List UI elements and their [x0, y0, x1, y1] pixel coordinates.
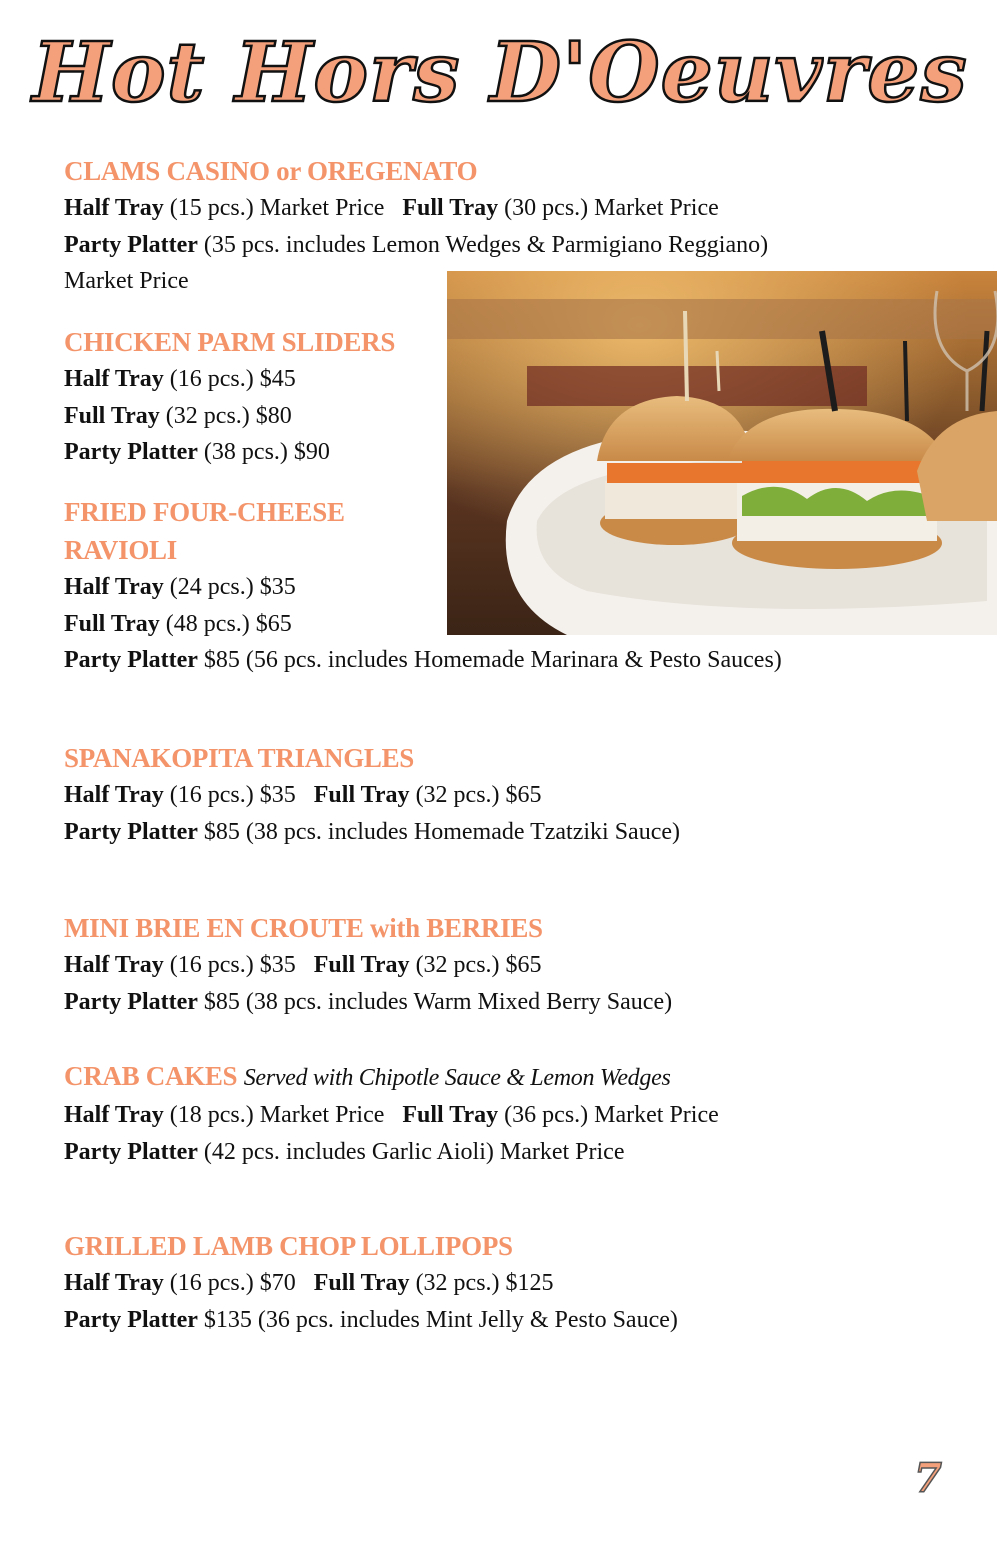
menu-item-mini-brie — [64, 909, 964, 1020]
label-full-tray: Full Tray — [313, 782, 410, 808]
full-tray-detail: (32 pcs.) $65 — [409, 782, 542, 808]
menu-item-chicken-parm-sliders — [64, 323, 444, 471]
label-full-tray: Full Tray — [402, 195, 499, 221]
party-platter-line — [64, 642, 964, 679]
party-platter-detail: $85 (38 pcs. includes Warm Mixed Berry Sauce) — [197, 988, 673, 1015]
full-tray-detail: (30 pcs.) Market Price — [498, 195, 719, 221]
label-half-tray: Half Tray — [64, 1102, 164, 1128]
full-tray-detail: (36 pcs.) Market Price — [498, 1102, 719, 1128]
half-tray-detail: (16 pcs.) $35 — [163, 782, 296, 808]
tray-prices — [64, 190, 964, 227]
full-tray-detail: (48 pcs.) $65 — [159, 610, 292, 637]
half-tray-detail: (24 pcs.) $35 — [163, 574, 296, 600]
menu-item-spanakopita — [64, 739, 964, 850]
item-note: Served with Chipotle Sauce & Lemon Wedges — [243, 1065, 671, 1091]
page-number: 7 — [914, 1455, 942, 1502]
full-tray-line — [64, 398, 444, 435]
menu-item-crab-cakes — [64, 1057, 964, 1170]
label-party-platter: Party Platter — [64, 988, 198, 1015]
party-platter-detail: $85 (38 pcs. includes Homemade Tzatziki Sauce) — [197, 818, 680, 845]
item-heading: CHICKEN PARM SLIDERS — [64, 327, 396, 357]
half-tray-detail: (16 pcs.) $35 — [163, 952, 296, 978]
label-full-tray: Full Tray — [313, 1270, 410, 1296]
menu-item-lamb-lollipops — [64, 1227, 964, 1338]
party-platter-detail: (35 pcs. includes Lemon Wedges & Parmigiano Reggiano) — [197, 231, 769, 258]
item-heading-line-1: FRIED FOUR-CHEESE — [64, 497, 345, 527]
label-half-tray: Half Tray — [64, 1270, 164, 1296]
menu-item-fried-ravioli — [64, 493, 964, 679]
label-half-tray: Half Tray — [64, 195, 164, 221]
party-platter-detail: (42 pcs. includes Garlic Aioli) Market Price — [197, 1138, 625, 1165]
full-tray-detail: (32 pcs.) $80 — [159, 402, 292, 429]
menu-item-clams-casino — [64, 152, 964, 300]
party-platter-line — [64, 434, 444, 471]
label-party-platter: Party Platter — [64, 647, 198, 673]
item-heading: GRILLED LAMB CHOP LOLLIPOPS — [64, 1231, 513, 1261]
party-platter-detail: $85 (56 pcs. includes Homemade Marinara & Pesto Sauces) — [197, 647, 782, 673]
tray-prices — [64, 1097, 964, 1134]
item-heading: MINI BRIE EN CROUTE with BERRIES — [64, 913, 543, 943]
half-tray-line — [64, 569, 964, 606]
item-heading-row — [64, 1057, 964, 1097]
party-platter-line — [64, 1134, 964, 1171]
page-title: Hot Hors D'Oeuvres — [32, 25, 968, 121]
party-platter-detail: (38 pcs.) $90 — [197, 439, 330, 465]
label-half-tray: Half Tray — [64, 366, 164, 392]
party-platter-line — [64, 227, 964, 264]
label-full-tray: Full Tray — [313, 952, 410, 978]
half-tray-line — [64, 361, 444, 398]
party-platter-line — [64, 814, 964, 851]
half-tray-detail: (15 pcs.) Market Price — [163, 195, 385, 221]
party-platter-line — [64, 984, 964, 1021]
full-tray-detail: (32 pcs.) $125 — [409, 1270, 554, 1296]
party-platter-detail: $135 (36 pcs. includes Mint Jelly & Pesto Sauce) — [197, 1306, 678, 1333]
label-full-tray: Full Tray — [402, 1102, 499, 1128]
tray-prices — [64, 947, 964, 984]
label-half-tray: Half Tray — [64, 952, 164, 978]
item-heading: CLAMS CASINO or OREGENATO — [64, 156, 478, 186]
label-party-platter: Party Platter — [64, 1306, 198, 1333]
item-heading-line-2: RAVIOLI — [64, 535, 177, 565]
item-heading: CRAB CAKES — [64, 1061, 238, 1091]
tray-prices — [64, 1265, 964, 1302]
label-full-tray: Full Tray — [64, 402, 160, 429]
full-tray-line — [64, 606, 964, 643]
half-tray-detail: (16 pcs.) $45 — [163, 366, 296, 392]
party-platter-price: Market Price — [64, 268, 189, 294]
label-party-platter: Party Platter — [64, 439, 198, 465]
half-tray-detail: (18 pcs.) Market Price — [163, 1102, 385, 1128]
item-heading: SPANAKOPITA TRIANGLES — [64, 743, 415, 773]
label-half-tray: Half Tray — [64, 782, 164, 808]
label-full-tray: Full Tray — [64, 610, 160, 637]
label-party-platter: Party Platter — [64, 818, 198, 845]
label-party-platter: Party Platter — [64, 231, 198, 258]
tray-prices — [64, 777, 964, 814]
half-tray-detail: (16 pcs.) $70 — [163, 1270, 296, 1296]
label-half-tray: Half Tray — [64, 574, 164, 600]
full-tray-detail: (32 pcs.) $65 — [409, 952, 542, 978]
party-platter-line — [64, 1302, 964, 1339]
label-party-platter: Party Platter — [64, 1138, 198, 1165]
